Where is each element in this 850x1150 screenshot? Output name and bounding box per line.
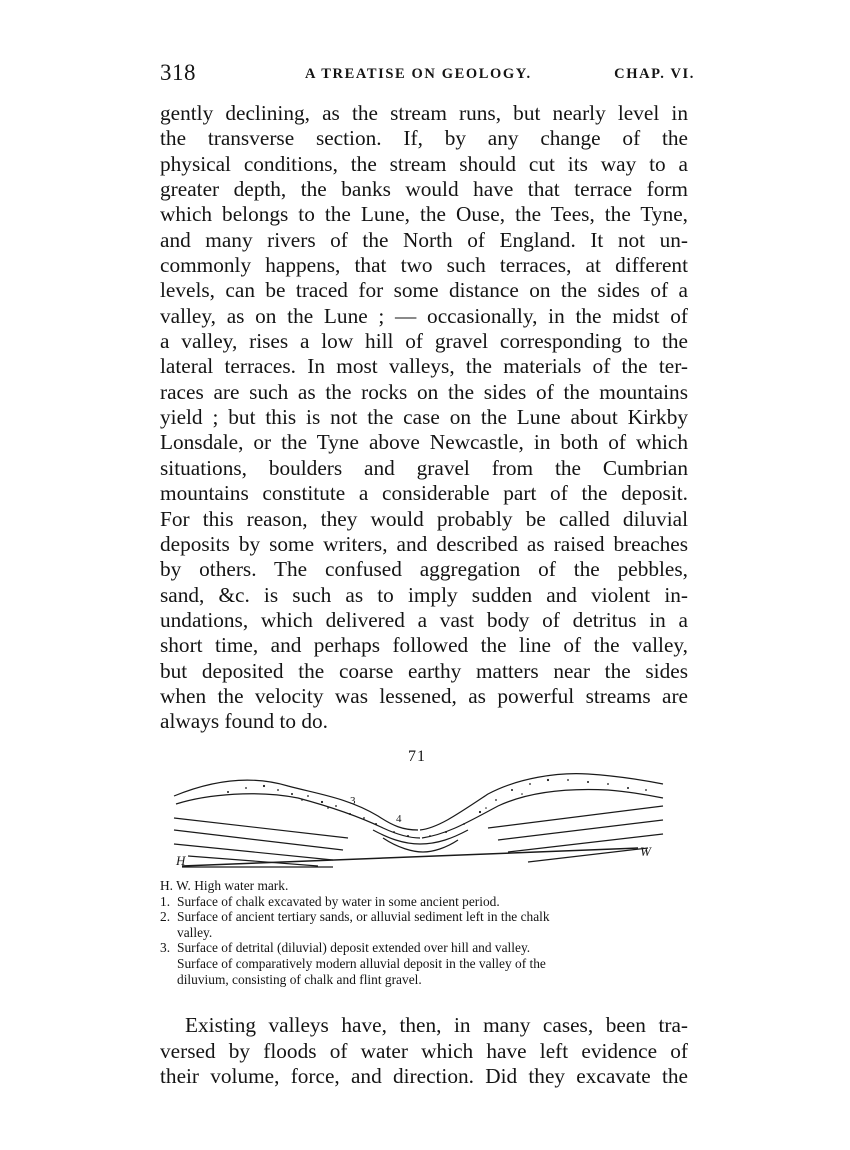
text-line: Existing valleys have, then, in many cases, been tra- (185, 1013, 688, 1037)
text-line: situations, boulders and gravel from the Cumbrian (160, 455, 688, 480)
text-line: races are such as the rocks on the sides of the mountains (160, 379, 688, 404)
book-title: A TREATISE ON GEOLOGY. (305, 66, 532, 82)
text-line: versed by floods of water which have left evidence of (160, 1038, 688, 1063)
text-line: when the velocity was lessened, as powerful streams are (160, 683, 688, 708)
figure-label-w: W (640, 844, 651, 859)
figure-label-h: H (176, 853, 186, 868)
figure-number: 71 (408, 748, 426, 765)
chapter-label: CHAP. VI. (614, 66, 695, 82)
text-line: sand, &c. is such as to imply sudden and violent in- (160, 582, 688, 607)
text-line: physical conditions, the stream should cut its way to a (160, 151, 688, 176)
text-line: but deposited the coarse earthy matters near the sides (160, 658, 688, 683)
legend-item-2 (160, 909, 695, 925)
text-line: undations, which delivered a vast body of detritus in a (160, 607, 688, 632)
text-line: short time, and perhaps followed the line of the valley, (160, 633, 688, 658)
text-line: which belongs to the Lune, the Ouse, the Tees, the Tyne, (160, 202, 688, 227)
text-line: deposits by some writers, and described as raised breaches (160, 531, 688, 556)
text-line: by others. The confused aggregation of the pebbles, (160, 557, 688, 582)
text-line: greater depth, the banks would have that terrace form (160, 177, 688, 202)
text-line: their volume, force, and direction. Did they excavate the (160, 1064, 688, 1088)
text-line: the transverse section. If, by any change of the (160, 126, 688, 151)
text-line: and many rivers of the North of England. It not un- (160, 227, 688, 252)
text-line: a valley, rises a low hill of gravel corresponding to the (160, 329, 688, 354)
text-line: For this reason, they would probably be called diluvial (160, 506, 688, 531)
closing-paragraph (160, 1013, 688, 1090)
text-line: yield ; but this is not the case on the Lune about Kirkby (160, 405, 688, 430)
legend-item-4: Surface of comparatively modern alluvial deposit in the valley of the (177, 955, 546, 971)
text-line: levels, can be traced for some distance on the sides of a (160, 278, 688, 303)
legend-item-1 (160, 894, 695, 910)
text-line: valley, as on the Lune ; — occasionally, in the midst of (160, 303, 688, 328)
text-line: mountains constitute a considerable part of the deposit. (160, 481, 688, 506)
figure-legend (160, 878, 695, 987)
legend-hw: H. W. High water mark. (160, 878, 289, 893)
legend-text: Surface of chalk excavated by water in some ancient period. (177, 893, 500, 909)
stratum-line (488, 806, 663, 828)
legend-text: Surface of detrital (diluvial) deposit extended over hill and valley. (177, 940, 531, 956)
valley-floor (373, 830, 468, 844)
text-line: commonly happens, that two such terraces, at different (160, 253, 688, 278)
figure-label-3: 3 (350, 795, 356, 807)
valley-section-diagram (168, 768, 668, 880)
legend-item-3 (160, 940, 695, 956)
surface-line-left (176, 794, 420, 838)
page-number: 318 (160, 60, 196, 85)
legend-number: 1. (160, 893, 171, 909)
text-line: gently declining, as the stream runs, but nearly level in (160, 101, 688, 125)
valley-floor-lower (383, 838, 458, 852)
legend-item-4-cont: diluvium, consisting of chalk and flint gravel. (177, 971, 422, 987)
legend-item-2-cont: valley. (177, 924, 213, 940)
text-line: lateral terraces. In most valleys, the materials of the ter- (160, 354, 688, 379)
figure-label-4: 4 (396, 813, 402, 825)
text-line: Lonsdale, or the Tyne above Newcastle, in both of which (160, 430, 688, 455)
legend-text: Surface of ancient tertiary sands, or alluvial sediment left in the chalk (177, 909, 550, 925)
legend-number: 3. (160, 940, 171, 956)
text-line: always found to do. (160, 709, 328, 734)
legend-number: 2. (160, 909, 171, 925)
stratum-line (174, 818, 348, 838)
main-paragraph (160, 101, 688, 735)
running-header (160, 60, 695, 90)
